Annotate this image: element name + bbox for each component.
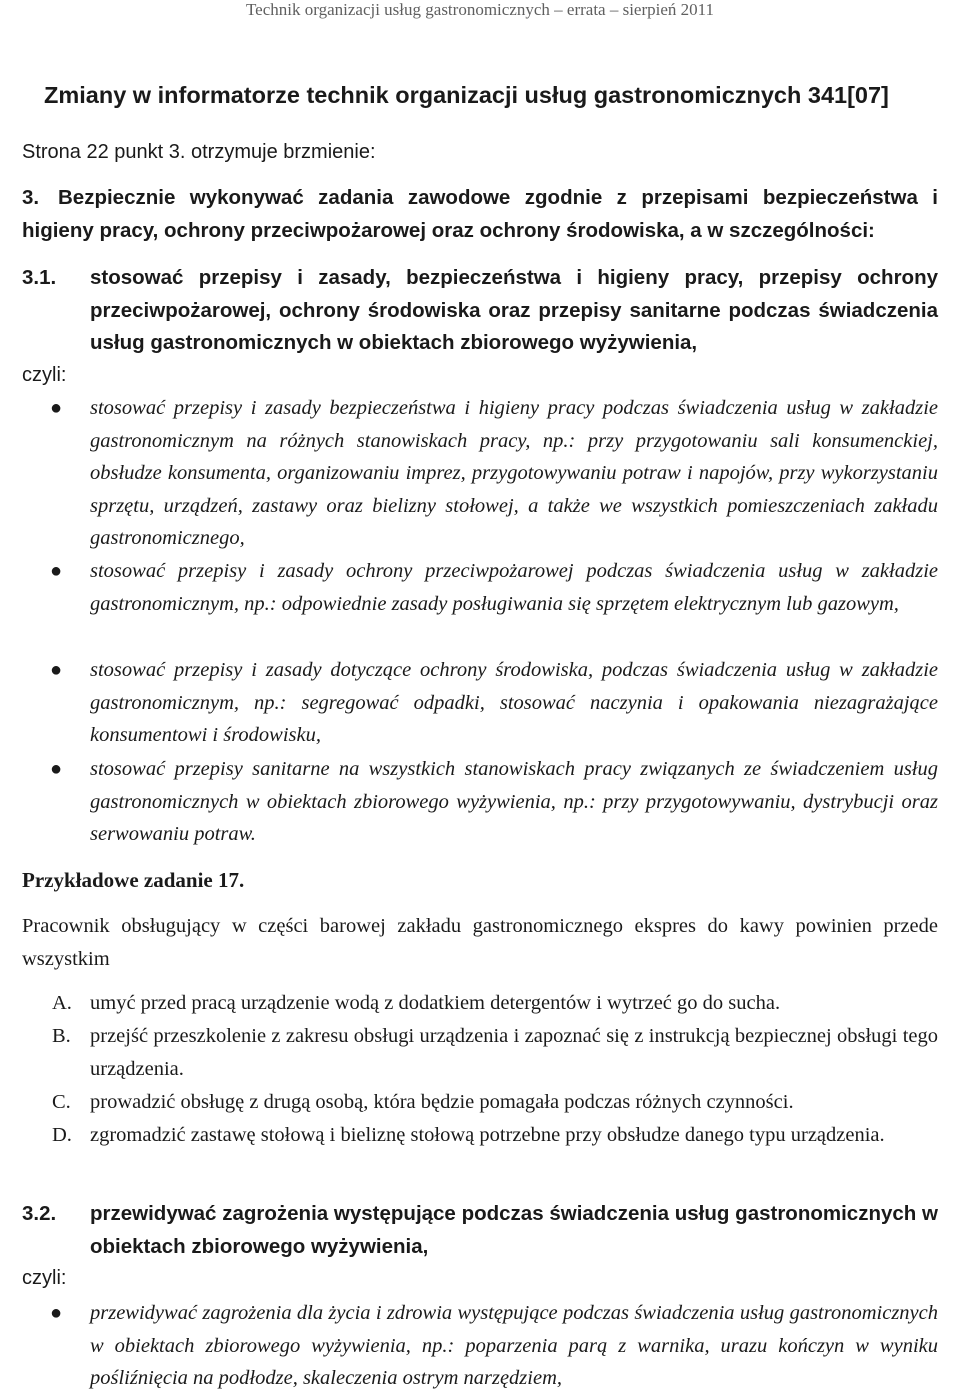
bullet-icon: ● <box>49 758 63 780</box>
answer-letter-d: D. <box>52 1124 72 1146</box>
bullet-item-5: przewidywać zagrożenia dla życia i zdrowia występujące podczas świadczenia usług gastronomicznych w obiektach zbiorowego wyżywienia, np.: poparzenia parą z warnika, urazu kończyn w wyniku pośliźnięcia na podłodze, skaleczenia ostrym narzędziem, <box>90 1302 938 1389</box>
point-3-number: 3. <box>22 186 40 209</box>
czyli-label-2: czyli: <box>22 1267 67 1289</box>
czyli-label-1: czyli: <box>22 364 67 386</box>
bullet-item-1: stosować przepisy i zasady bezpieczeństwa i higieny pracy podczas świadczenia usług w zakładzie gastronomicznym na różnych stanowiskach pracy, np.: przy przygotowaniu sali konsumenckiej, obsłudze konsumenta, organizowaniu imprez, przygotowywaniu potraw i napojów, przy wykorzystaniu sprzętu, urządzeń, zastawy oraz bielizny stołowej, a także we wszystkich pomieszczeniach zakładu gastronomicznego, <box>90 397 938 549</box>
bullet-icon: ● <box>49 397 63 419</box>
point-3-2-number: 3.2. <box>22 1202 57 1225</box>
example-question: Pracownik obsługujący w części barowej zakładu gastronomicznego ekspres do kawy powinien przede wszystkim <box>22 915 938 970</box>
point-3-2-text: przewidywać zagrożenia występujące podczas świadczenia usług gastronomicznych w obiektach zbiorowego wyżywienia, <box>90 1202 938 1258</box>
bullet-item-2: stosować przepisy i zasady ochrony przeciwpożarowej podczas świadczenia usług w zakładzie gastronomicznym, np.: odpowiednie zasady posługiwania się sprzętem elektrycznym lub gazowym, <box>90 560 938 615</box>
bullet-icon: ● <box>49 659 63 681</box>
answer-text-a: umyć przed pracą urządzenie wodą z dodatkiem detergentów i wytrzeć go do sucha. <box>90 992 781 1014</box>
bullet-icon: ● <box>49 560 63 582</box>
point-3-text: Bezpiecznie wykonywać zadania zawodowe zgodnie z przepisami bezpieczeństwa i higieny pracy, ochrony przeciwpożarowej oraz ochrony środowiska, a w szczególności: <box>22 186 938 242</box>
answer-letter-b: B. <box>52 1025 71 1047</box>
point-3-1-number: 3.1. <box>22 266 57 289</box>
answer-text-c: prowadzić obsługę z drugą osobą, która będzie pomagała podczas różnych czynności. <box>90 1091 794 1113</box>
intro-text: Strona 22 punkt 3. otrzymuje brzmienie: <box>22 141 376 163</box>
example-heading: Przykładowe zadanie 17. <box>22 868 245 892</box>
bullet-item-4: stosować przepisy sanitarne na wszystkich stanowiskach pracy związanych ze świadczeniem usług gastronomicznych w obiektach zbiorowego wyżywienia, np.: przy przygotowywaniu, dystrybucji oraz serwowaniu potraw. <box>90 758 938 845</box>
answer-letter-a: A. <box>52 992 72 1014</box>
answer-text-d: zgromadzić zastawę stołową i bieliznę stołową potrzebne przy obsłudze danego typu urządzenia. <box>90 1124 885 1146</box>
bullet-icon: ● <box>49 1302 63 1324</box>
bullet-item-3: stosować przepisy i zasady dotyczące ochrony środowiska, podczas świadczenia usług w zakładzie gastronomicznym, np.: segregować odpadki, stosować naczynia i opakowania niezagrażające konsumentowi i środowisku, <box>90 659 938 746</box>
answer-letter-c: C. <box>52 1091 71 1113</box>
running-header: Technik organizacji usług gastronomicznych – errata – sierpień 2011 <box>245 0 715 19</box>
page-title: Zmiany w informatorze technik organizacji usług gastronomicznych 341[07] <box>44 82 889 108</box>
point-3-1-text: stosować przepisy i zasady, bezpieczeństwa i higieny pracy, przepisy ochrony przeciwpożarowej, ochrony środowiska oraz przepisy sanitarne podczas świadczenia usług gastronomicznych w obiektach zbiorowego wyżywienia, <box>90 266 938 354</box>
answer-text-b: przejść przeszkolenie z zakresu obsługi urządzenia i zapoznać się z instrukcją bezpiecznej obsługi tego urządzenia. <box>90 1025 938 1080</box>
